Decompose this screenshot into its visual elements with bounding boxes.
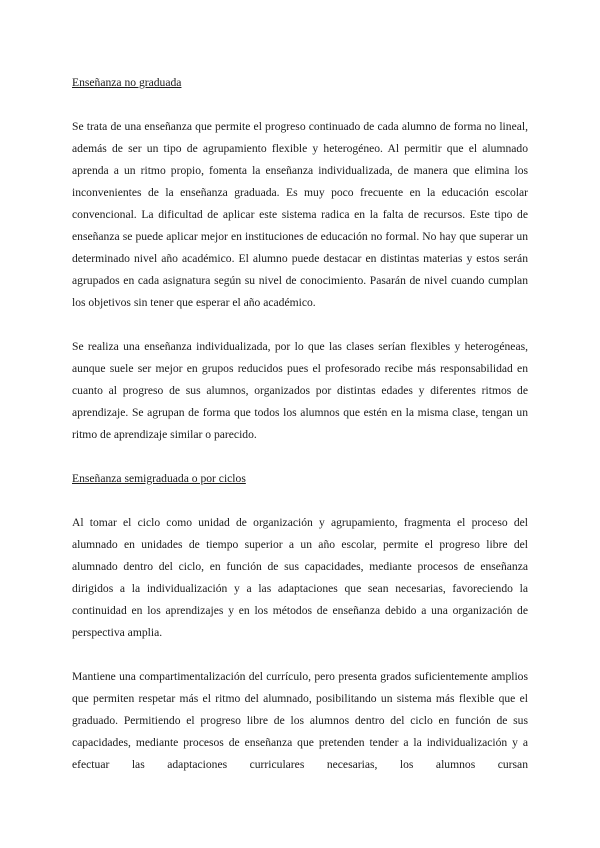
section-heading-no-graduada: Enseñanza no graduada [72, 76, 182, 89]
spacer [72, 490, 528, 512]
paragraph: Se realiza una enseñanza individualizada, por lo que las clases serían flexibles y heterogéneas, aunque suele ser mejor en grupos reducidos pues el profesorado recibe más responsabilidad en cuanto al progreso de sus alumnos, organizados por distintas edades y diferentes ritmos de aprendizaje. Se agrupan de forma que todos los alumnos que estén en la misma clase, tengan un ritmo de aprendizaje similar o parecido. [72, 340, 528, 441]
paragraph: Se trata de una enseñanza que permite el progreso continuado de cada alumno de forma no lineal, además de ser un tipo de agrupamiento flexible y heterogéneo. Al permitir que el alumnado aprenda a un ritmo propio, fomenta la enseñanza individualizada, de manera que elimina los inconvenientes de la enseñanza graduada. Es muy poco frecuente en la educación escolar convencional. La dificultad de aplicar este sistema radica en la falta de recursos. Este tipo de enseñanza se puede aplicar mejor en instituciones de educación no formal. No hay que superar un determinado nivel año académico. El alumno puede destacar en distintas materias y estos serán agrupados en cada asignatura según su nivel de conocimiento. Pasarán de nivel cuando cumplan los objetivos sin tener que esperar el año académico. [72, 120, 528, 309]
spacer [72, 94, 528, 116]
paragraph: Al tomar el ciclo como unidad de organización y agrupamiento, fragmenta el proceso del alumnado en unidades de tiempo superior a un año escolar, permite el progreso libre del alumnado dentro del ciclo, en función de sus capacidades, mediante procesos de enseñanza dirigidos a la individualización y a las adaptaciones que sean necesarias, favoreciendo la continuidad en los aprendizajes y en los métodos de enseñanza debido a una organización de perspectiva amplia. [72, 516, 528, 639]
section-heading-semigraduada: Enseñanza semigraduada o por ciclos [72, 472, 246, 485]
spacer [72, 446, 528, 468]
paragraph: Mantiene una compartimentalización del currículo, pero presenta grados suficientemente amplios que permiten respetar más el ritmo del alumnado, posibilitando un sistema más flexible que el graduado. Permitiendo el progreso libre de los alumnos dentro del ciclo en función de sus capacidades, mediante procesos de enseñanza que pretenden tender a la individualización y a efectuar las adaptaciones curriculares necesarias, los alumnos cursan [72, 670, 528, 771]
document-body [72, 72, 528, 776]
spacer [72, 314, 528, 336]
spacer [72, 644, 528, 666]
